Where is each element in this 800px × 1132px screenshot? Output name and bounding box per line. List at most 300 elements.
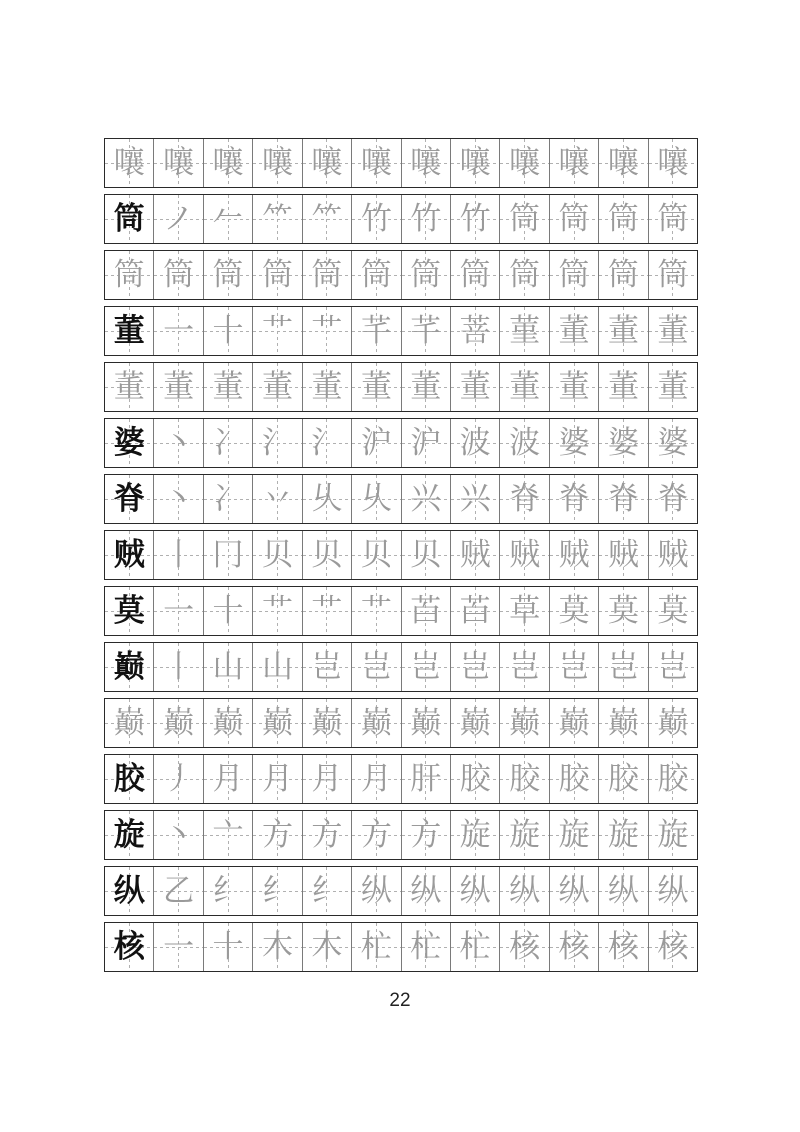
trace-character: 纟 xyxy=(311,872,343,909)
practice-cell xyxy=(154,811,203,859)
practice-cell xyxy=(253,419,302,467)
trace-character: 筒 xyxy=(509,256,541,293)
practice-cell xyxy=(154,923,203,971)
practice-cell xyxy=(402,307,451,355)
practice-row xyxy=(104,866,698,916)
trace-character: 胶 xyxy=(459,760,491,797)
practice-cell xyxy=(154,139,203,187)
trace-character: 胶 xyxy=(509,760,541,797)
practice-cell xyxy=(402,363,451,411)
practice-cell xyxy=(451,923,500,971)
practice-cell-head xyxy=(105,363,154,411)
trace-character: 巅 xyxy=(607,704,639,741)
practice-row xyxy=(104,306,698,356)
practice-cell xyxy=(451,643,500,691)
trace-character: 筒 xyxy=(311,256,343,293)
practice-cell xyxy=(352,139,401,187)
practice-cell xyxy=(649,811,697,859)
trace-character: 嚷 xyxy=(558,144,590,181)
trace-character: 贼 xyxy=(657,536,689,573)
practice-cell xyxy=(451,139,500,187)
trace-character: 巅 xyxy=(558,704,590,741)
practice-cell xyxy=(154,867,203,915)
trace-character: 筒 xyxy=(657,200,689,237)
trace-character: 巅 xyxy=(360,704,392,741)
trace-character: 一 xyxy=(163,592,195,629)
practice-cell xyxy=(154,755,203,803)
trace-character: 筒 xyxy=(509,200,541,237)
trace-character: 嚷 xyxy=(261,144,293,181)
trace-character: 贝 xyxy=(410,536,442,573)
practice-cell xyxy=(550,195,599,243)
trace-character: 丶 xyxy=(163,424,195,461)
trace-character: 董 xyxy=(163,368,195,405)
practice-cell xyxy=(599,755,648,803)
practice-cell xyxy=(599,139,648,187)
trace-character: 巅 xyxy=(311,704,343,741)
practice-cell xyxy=(204,475,253,523)
practice-cell xyxy=(402,139,451,187)
practice-cell xyxy=(649,923,697,971)
trace-character: 岂 xyxy=(360,648,392,685)
practice-cell xyxy=(204,363,253,411)
practice-cell xyxy=(352,643,401,691)
trace-character: 筒 xyxy=(360,256,392,293)
trace-character: 嚷 xyxy=(311,144,343,181)
practice-cell-head xyxy=(105,643,154,691)
practice-cell xyxy=(303,699,352,747)
trace-character: 董 xyxy=(410,368,442,405)
practice-cell xyxy=(451,867,500,915)
trace-character: 贝 xyxy=(311,536,343,573)
practice-cell xyxy=(204,531,253,579)
trace-character: 董 xyxy=(607,368,639,405)
trace-character: 沪 xyxy=(360,424,392,461)
practice-cell xyxy=(303,195,352,243)
practice-cell xyxy=(649,475,697,523)
practice-cell-head xyxy=(105,195,154,243)
trace-character: 婆 xyxy=(558,424,590,461)
trace-character: 脊 xyxy=(607,480,639,517)
practice-cell xyxy=(352,195,401,243)
trace-character: 董 xyxy=(607,312,639,349)
practice-cell xyxy=(204,587,253,635)
practice-cell xyxy=(402,531,451,579)
trace-character: 嚷 xyxy=(212,144,244,181)
page-number: 22 xyxy=(389,990,411,1011)
practice-cell xyxy=(599,643,648,691)
practice-cell xyxy=(154,475,203,523)
practice-cell xyxy=(154,643,203,691)
practice-cell xyxy=(253,531,302,579)
practice-cell xyxy=(500,195,549,243)
trace-character: 十 xyxy=(212,928,244,965)
practice-cell xyxy=(253,699,302,747)
practice-cell-head xyxy=(105,419,154,467)
trace-character: ノ xyxy=(163,200,195,237)
trace-character: 嚷 xyxy=(410,144,442,181)
trace-character: 艹 xyxy=(261,592,293,629)
practice-cell xyxy=(204,755,253,803)
practice-cell xyxy=(451,307,500,355)
practice-cell xyxy=(402,587,451,635)
trace-character: 旋 xyxy=(459,816,491,853)
practice-cell xyxy=(303,419,352,467)
practice-row xyxy=(104,586,698,636)
practice-cell xyxy=(204,867,253,915)
practice-row xyxy=(104,362,698,412)
practice-cell xyxy=(253,307,302,355)
trace-character: 筒 xyxy=(163,256,195,293)
practice-cell-head xyxy=(105,699,154,747)
trace-character: 岂 xyxy=(657,648,689,685)
trace-character: 胶 xyxy=(657,760,689,797)
practice-cell-head xyxy=(105,475,154,523)
trace-character: 岂 xyxy=(410,648,442,685)
trace-character: 嚷 xyxy=(360,144,392,181)
practice-cell xyxy=(649,755,697,803)
trace-character: 竹 xyxy=(410,200,442,237)
practice-cell xyxy=(599,923,648,971)
practice-cell xyxy=(253,867,302,915)
practice-cell xyxy=(154,307,203,355)
trace-character: 董 xyxy=(311,368,343,405)
practice-cell xyxy=(649,251,697,299)
trace-character: 方 xyxy=(410,816,442,853)
practice-cell xyxy=(500,867,549,915)
practice-cell xyxy=(500,755,549,803)
model-character: 脊 xyxy=(113,480,145,517)
practice-cell xyxy=(500,531,549,579)
trace-character: 杧 xyxy=(459,928,491,965)
practice-cell xyxy=(550,923,599,971)
practice-row xyxy=(104,922,698,972)
practice-cell xyxy=(352,811,401,859)
practice-cell xyxy=(599,363,648,411)
trace-character: 苩 xyxy=(459,592,491,629)
trace-character: 巅 xyxy=(509,704,541,741)
practice-cell xyxy=(649,307,697,355)
practice-cell xyxy=(303,363,352,411)
practice-cell xyxy=(154,419,203,467)
practice-cell xyxy=(649,699,697,747)
practice-cell xyxy=(550,699,599,747)
trace-character: 月 xyxy=(212,760,244,797)
practice-cell xyxy=(451,699,500,747)
trace-character: 嚷 xyxy=(459,144,491,181)
practice-cell xyxy=(402,643,451,691)
trace-character: 纟 xyxy=(212,872,244,909)
trace-character: 嚷 xyxy=(113,144,145,181)
trace-character: 董 xyxy=(113,368,145,405)
trace-character: 波 xyxy=(509,424,541,461)
practice-cell xyxy=(451,419,500,467)
trace-character: 岂 xyxy=(459,648,491,685)
trace-character: 苩 xyxy=(410,592,442,629)
trace-character: 兴 xyxy=(410,480,442,517)
practice-cell xyxy=(599,587,648,635)
trace-character: 冫 xyxy=(212,480,244,517)
practice-cell xyxy=(352,587,401,635)
trace-character: 嚷 xyxy=(509,144,541,181)
practice-cell xyxy=(649,139,697,187)
practice-cell xyxy=(253,755,302,803)
trace-character: 艹 xyxy=(311,312,343,349)
practice-cell xyxy=(599,867,648,915)
trace-character: 贝 xyxy=(360,536,392,573)
practice-cell xyxy=(253,363,302,411)
trace-character: 竹 xyxy=(459,200,491,237)
trace-character: 竹 xyxy=(360,200,392,237)
practice-cell xyxy=(500,139,549,187)
practice-cell xyxy=(402,251,451,299)
trace-character: 木 xyxy=(261,928,293,965)
practice-cell xyxy=(303,867,352,915)
practice-cell xyxy=(352,699,401,747)
practice-cell xyxy=(599,531,648,579)
practice-cell xyxy=(303,531,352,579)
model-character: 董 xyxy=(113,312,145,349)
practice-cell xyxy=(352,419,401,467)
trace-character: 月 xyxy=(311,760,343,797)
trace-character: 草 xyxy=(509,592,541,629)
practice-cell xyxy=(599,811,648,859)
practice-cell xyxy=(500,811,549,859)
trace-character: ⺮ xyxy=(261,200,293,237)
practice-cell xyxy=(204,811,253,859)
practice-cell xyxy=(352,475,401,523)
practice-cell xyxy=(352,531,401,579)
practice-cell xyxy=(402,475,451,523)
practice-cell xyxy=(402,699,451,747)
practice-cell xyxy=(253,139,302,187)
practice-cell-head xyxy=(105,251,154,299)
practice-cell xyxy=(253,251,302,299)
practice-row xyxy=(104,642,698,692)
practice-cell xyxy=(550,811,599,859)
practice-cell xyxy=(154,587,203,635)
practice-cell xyxy=(253,195,302,243)
trace-character: 贼 xyxy=(509,536,541,573)
trace-character: 贼 xyxy=(607,536,639,573)
trace-character: 氵 xyxy=(261,424,293,461)
trace-character: 筒 xyxy=(410,256,442,293)
model-character: 莫 xyxy=(113,592,145,629)
trace-character: 胶 xyxy=(607,760,639,797)
model-character: 巅 xyxy=(113,648,145,685)
practice-cell xyxy=(303,755,352,803)
practice-cell xyxy=(500,923,549,971)
practice-cell xyxy=(649,195,697,243)
trace-character: 一 xyxy=(163,312,195,349)
practice-cell xyxy=(550,139,599,187)
practice-cell xyxy=(550,755,599,803)
trace-character: 山 xyxy=(261,648,293,685)
practice-cell xyxy=(204,643,253,691)
trace-character: 丨 xyxy=(163,648,195,685)
practice-cell xyxy=(154,531,203,579)
trace-character: 核 xyxy=(509,928,541,965)
trace-character: 丶 xyxy=(163,816,195,853)
practice-cell xyxy=(550,867,599,915)
trace-character: 岂 xyxy=(311,648,343,685)
practice-cell xyxy=(154,251,203,299)
trace-character: 岂 xyxy=(509,648,541,685)
trace-character: 𠂉 xyxy=(212,200,244,237)
practice-cell xyxy=(500,643,549,691)
trace-character: 月 xyxy=(261,760,293,797)
practice-cell xyxy=(599,699,648,747)
practice-cell xyxy=(550,531,599,579)
trace-character: 方 xyxy=(360,816,392,853)
trace-character: 脊 xyxy=(558,480,590,517)
practice-cell xyxy=(352,755,401,803)
trace-character: 董 xyxy=(261,368,293,405)
trace-character: 艹 xyxy=(311,592,343,629)
practice-cell xyxy=(402,419,451,467)
trace-character: 丨 xyxy=(163,536,195,573)
trace-character: 董 xyxy=(459,368,491,405)
model-character: 贼 xyxy=(113,536,145,573)
model-character: 核 xyxy=(113,928,145,965)
practice-cell xyxy=(253,475,302,523)
practice-cell xyxy=(402,923,451,971)
practice-cell-head xyxy=(105,307,154,355)
practice-cell xyxy=(303,643,352,691)
trace-character: 旋 xyxy=(509,816,541,853)
trace-character: 杧 xyxy=(410,928,442,965)
trace-character: 月 xyxy=(360,760,392,797)
practice-cell xyxy=(599,475,648,523)
practice-cell xyxy=(253,643,302,691)
practice-cell xyxy=(402,195,451,243)
practice-cell xyxy=(500,251,549,299)
practice-cell xyxy=(204,251,253,299)
trace-character: 婆 xyxy=(657,424,689,461)
character-practice-grid xyxy=(104,138,698,972)
trace-character: 贝 xyxy=(261,536,293,573)
practice-row xyxy=(104,530,698,580)
practice-cell xyxy=(402,811,451,859)
practice-cell xyxy=(649,643,697,691)
trace-character: 巅 xyxy=(459,704,491,741)
trace-character: 筒 xyxy=(558,256,590,293)
trace-character: 岂 xyxy=(558,648,590,685)
practice-cell xyxy=(154,363,203,411)
trace-character: 方 xyxy=(311,816,343,853)
trace-character: 纵 xyxy=(360,872,392,909)
trace-character: 巅 xyxy=(113,704,145,741)
trace-character: 巅 xyxy=(261,704,293,741)
trace-character: 筒 xyxy=(657,256,689,293)
trace-character: 冫 xyxy=(212,424,244,461)
trace-character: 纵 xyxy=(410,872,442,909)
practice-cell xyxy=(451,363,500,411)
practice-cell xyxy=(402,867,451,915)
trace-character: 脊 xyxy=(509,480,541,517)
trace-character: 脊 xyxy=(657,480,689,517)
practice-row xyxy=(104,138,698,188)
practice-cell xyxy=(451,755,500,803)
trace-character: 冂 xyxy=(212,536,244,573)
practice-cell xyxy=(352,307,401,355)
practice-row xyxy=(104,754,698,804)
trace-character: 核 xyxy=(607,928,639,965)
practice-row xyxy=(104,810,698,860)
practice-cell xyxy=(154,699,203,747)
practice-cell-head xyxy=(105,531,154,579)
trace-character: 丶 xyxy=(163,480,195,517)
trace-character: 婆 xyxy=(607,424,639,461)
practice-cell xyxy=(451,587,500,635)
practice-row xyxy=(104,418,698,468)
trace-character: 兴 xyxy=(459,480,491,517)
practice-cell xyxy=(649,419,697,467)
practice-cell xyxy=(204,419,253,467)
trace-character: 方 xyxy=(261,816,293,853)
practice-cell xyxy=(204,139,253,187)
practice-cell xyxy=(204,923,253,971)
trace-character: 巅 xyxy=(410,704,442,741)
trace-character: 胶 xyxy=(558,760,590,797)
trace-character: 肝 xyxy=(410,760,442,797)
trace-character: 董 xyxy=(657,368,689,405)
trace-character: 纟 xyxy=(261,872,293,909)
practice-cell xyxy=(599,251,648,299)
trace-character: 艹 xyxy=(261,312,293,349)
model-character: 筒 xyxy=(113,200,145,237)
practice-cell xyxy=(303,587,352,635)
practice-cell xyxy=(352,923,401,971)
trace-character: ⺮ xyxy=(311,200,343,237)
practice-cell xyxy=(500,363,549,411)
trace-character: 沪 xyxy=(410,424,442,461)
trace-character: 董 xyxy=(558,312,590,349)
practice-cell xyxy=(451,531,500,579)
practice-row xyxy=(104,250,698,300)
trace-character: 丿 xyxy=(163,760,195,797)
trace-character: 芊 xyxy=(360,312,392,349)
model-character: 旋 xyxy=(113,816,145,853)
practice-cell xyxy=(649,587,697,635)
trace-character: 纵 xyxy=(558,872,590,909)
practice-cell-head xyxy=(105,587,154,635)
practice-row xyxy=(104,194,698,244)
practice-cell xyxy=(550,587,599,635)
practice-cell xyxy=(204,307,253,355)
practice-cell xyxy=(500,307,549,355)
trace-character: 旋 xyxy=(657,816,689,853)
practice-cell xyxy=(649,363,697,411)
trace-character: 莫 xyxy=(558,592,590,629)
trace-character: 菩 xyxy=(459,312,491,349)
trace-character: 旋 xyxy=(558,816,590,853)
trace-character: 山 xyxy=(212,648,244,685)
trace-character: 乙 xyxy=(163,872,195,909)
trace-character: 嚷 xyxy=(163,144,195,181)
practice-cell xyxy=(352,251,401,299)
trace-character: 芊 xyxy=(410,312,442,349)
trace-character: 核 xyxy=(657,928,689,965)
practice-cell xyxy=(352,363,401,411)
practice-cell xyxy=(303,811,352,859)
practice-cell xyxy=(204,195,253,243)
practice-cell xyxy=(451,475,500,523)
practice-cell xyxy=(253,587,302,635)
trace-character: 贼 xyxy=(558,536,590,573)
trace-character: 岂 xyxy=(607,648,639,685)
trace-character: 乆 xyxy=(311,480,343,517)
